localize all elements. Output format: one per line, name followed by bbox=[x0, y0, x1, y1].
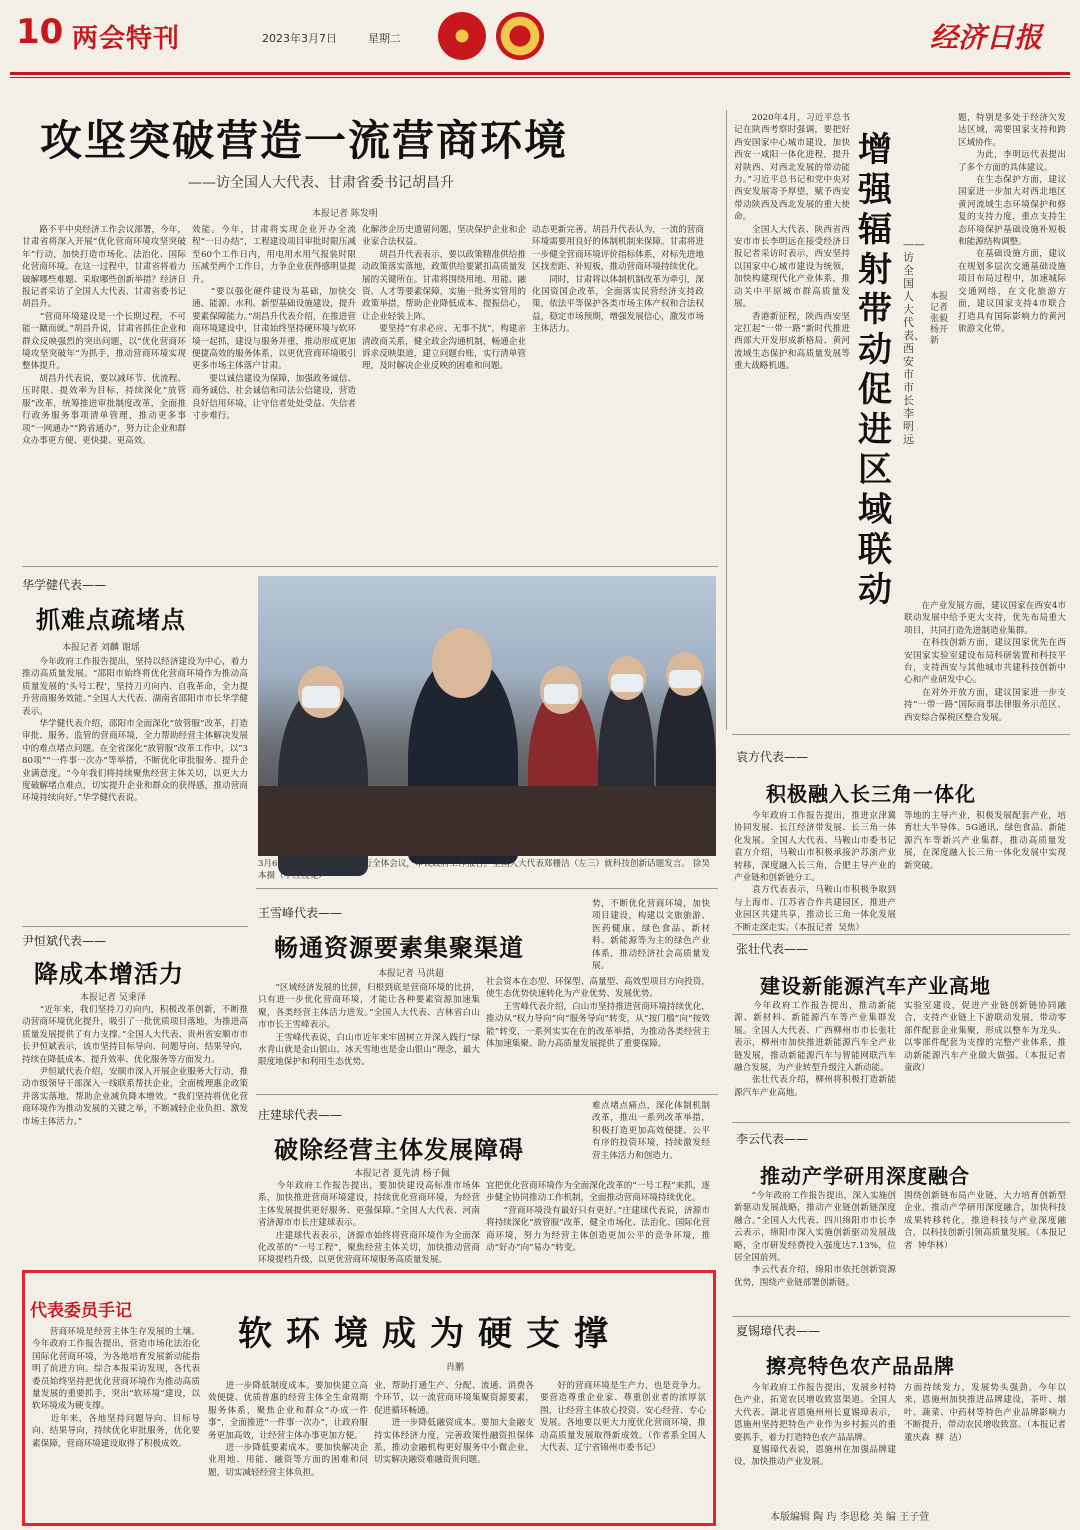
yin-body: “近年来，我们坚持刀刃向内，积极改革创新，不断推动营商环境优化提升，吸引了一批优质项目落地，为推进高质量发展提供了有力支撑。”全国人大代表、贵州省安顺市市长尹恒斌表示，该市坚持目标导向、问题导向、结果导向，持续在降低成本、提升效率、优化服务等方面发力。 尹恒斌代表介绍，安顺市深入开展企业服务大行动，推动市级领导干部深入一线联系帮扶企业，全面梳理惠企政策并落实落地，帮助企业减负降本增效。“我们坚持将优化营商环境作为推动发展的关键之举，不断减轻企业负担、激发市场主体活力。” bbox=[22, 1005, 248, 1127]
rep-name-zhuang: 庄建球代表—— bbox=[258, 1108, 343, 1122]
divider bbox=[732, 934, 1070, 935]
note-column-4: 好的营商环境是生产力，也是竞争力。要营造尊重企业家、尊重创业者的浓厚氛围，让经营主体放心投资、安心经营、专心发展。各地要以更大力度优化营商环境，推动高质量发展取得新成效。（作者系全国人大代表、辽宁省锦州市委书记） bbox=[540, 1381, 706, 1454]
photo-mask bbox=[544, 684, 578, 704]
issue-date: 2023年3月7日 bbox=[262, 32, 337, 45]
yin-byline: 本报记者 吴秉泽 bbox=[80, 993, 146, 1003]
side-column-1: 2020年4月，习近平总书记在陕西考察时强调，要把好西安国家中心城市建设，加快西安一咸阳一体化进程，提升对陕西、对西北发展的带动能力。”习近平总书记和党中央对西安发展寄予厚望，赋予西安带动陕西及西北发展的重大使命。 全国人大代表、陕西省西安市市长李明远在接受经济日报记者采访时表示，西安坚持以国家中心城市建设为统领，加快构建现代化产业体系，推动关中平原城市群高质量发展。 香港新征程，陕西西安坚定扛起“一带一路”新时代推进西部大开发形成新格局、黄河流域生态保护和高质量发展等重大战略机遇。 bbox=[734, 113, 850, 372]
side-subhead: ——访全国人大代表、西安市市长李明远 bbox=[903, 238, 925, 446]
photo-mask bbox=[669, 670, 701, 688]
yuan-headline: 积极融入长三角一体化 bbox=[766, 782, 976, 806]
divider bbox=[22, 926, 248, 927]
zhang-column-1: 今年政府工作报告提出，推动新能源、新材料、新能源汽车等产业集群发展。全国人大代表、广西柳州市市长张壮表示，柳州市加快推进新能源汽车全产业链发展，推动新能源汽车与智能网联汽车融合发展，为产业转型升级注入新动能。 张壮代表介绍，柳州将积极打造新能源汽车产业高地。 bbox=[734, 1001, 896, 1098]
li-headline: 推动产学研用深度融合 bbox=[760, 1164, 970, 1188]
side-column-2: 题，特别是多处于经济欠发达区域，需要国家支持和跨区域协作。 为此，李明远代表提出了多个方面的具体建议。 在生态保护方面，建议国家进一步加大对西北地区黄河流域生态环境保护和修复的支持力度，重点支持生态环境保护基础设施补短板和能源结构调整。 在基础设施方面，建议在规划多层次交通基础设施项目布局过程中，加速城际交通网络，在文化旅游方面，建议国家支持4市联合打造具有国际影响力的黄河旅游文化带。 bbox=[958, 113, 1066, 334]
masthead bbox=[0, 0, 1080, 80]
masthead-rule-thin bbox=[10, 77, 1070, 78]
main-byline: 本报记者 陈发明 bbox=[312, 209, 378, 219]
yin-headline: 降成本增活力 bbox=[34, 960, 184, 988]
masthead-rule bbox=[10, 72, 1070, 75]
li-column-2: 围绕创新链布局产业链，大力培育创新型企业，推动产学研用深度融合，加快科技成果转移转化，推进科技与产业深度融合，以科技创新引领高质量发展。（本报记者 钟华林） bbox=[904, 1191, 1066, 1251]
photo-face bbox=[432, 628, 492, 698]
xia-column-2: 方面持续发力，发展势头强劲。今年以来，恩施州加快推进品牌建设，茶叶、烟叶、蔬菜、中药材等特色产业品牌影响力不断提升，带动农民增收致富。（本报记者 董庆森 柳 洁） bbox=[904, 1383, 1072, 1443]
yuan-column-1: 今年政府工作报告提出，推进京津冀协同发展、长江经济带发展、长三角一体化发展。全国人大代表、马鞍山市委书记袁方介绍，马鞍山市积极承接沪苏浙产业转移，深度融入长三角，合肥主导产业的产业链和创新链分工。 袁方代表表示，马鞍山市积极争取到与上海市、江苏省合作共建园区，推进产业园区共建共享，推动长三角一体化发展不断走深走实。（本报记者 吴焦） bbox=[734, 811, 896, 933]
photo-caption: 3月6日，人大安徽代表团举行全体会议，审议政府工作报告。全国人大代表郑栅洁（左三）就科技创新话题发言。 徐昊本摄（中经视觉） bbox=[258, 859, 710, 881]
yuan-column-2: 等地的主导产业，积极发展配套产业，培育壮大半导体、5G通讯、绿色食品、新能源汽车等新兴产业集群，推动高质量发展，在深度融入长三角一体化发展中实现新突破。 bbox=[904, 811, 1066, 871]
divider bbox=[256, 888, 718, 889]
rep-name-hua: 华学健代表—— bbox=[22, 578, 107, 592]
divider bbox=[22, 566, 718, 567]
xia-headline: 擦亮特色农产品品牌 bbox=[766, 1354, 955, 1378]
side-column-3: 在产业发展方面，建议国家在西安4市联动发展中给予更大支持，优先布局重大项目，共同打造先进制造业集群。 在科技创新方面，建议国家优先在西安国家实验室建设布局科研装置和科技平台，支持西安与其他城市共建科技创新中心和产业研发中心。 在对外开放方面，建议国家进一步支持“一带一路”国际商事法律服务示范区、西安综合保税区整合发展。 bbox=[904, 601, 1066, 723]
hua-body: 今年政府工作报告提出，坚持以经济建设为中心，着力推动高质量发展。“邵阳市始终将优化营商环境作为推动高质量发展的‘头号工程’，坚持刀刃向内、自我革命，全力提升营商服务效能。”全国人大代表、湖南省邵阳市市长华学健表示。 华学健代表介绍，邵阳市全面深化“放管服”改革，打造审批、服务、监管的营商环境，全力帮助经营主体解决发展中的难点堵点问题。在全省深化“放管服”改革工作中，以“380项”“一件事一次办”等举措，不断优化审批服务、提升企业满意度。“今年我们将持续聚焦经营主体关切，以更大力度破解堵点难点，切实提升企业和群众的获得感，推动营商环境持续向好。”华学健代表说。 bbox=[22, 657, 248, 804]
page-number: 10 bbox=[16, 12, 64, 52]
divider bbox=[732, 1122, 1070, 1123]
xia-column-1: 今年政府工作报告提出，发展乡村特色产业，拓宽农民增收致富渠道。全国人大代表、湖北省恩施州州长夏锡璋表示，恩施州坚持把特色产业作为乡村振兴的重要抓手，着力打造特色农产品品牌。 夏锡璋代表说，恩施州在加强品牌建设，加快推动产业发展。 bbox=[734, 1383, 896, 1468]
zhang-headline: 建设新能源汽车产业高地 bbox=[760, 974, 991, 998]
note-byline: 肖鹏 bbox=[446, 1363, 465, 1373]
zhuang-byline: 本报记者 夏先清 杨子佩 bbox=[354, 1169, 450, 1179]
wang-headline: 畅通资源要素集聚渠道 bbox=[274, 934, 524, 962]
zhang-column-2: 实验室建设，促进产业链创新链协同融合，支持产业链上下游联动发展，带动零部件配套企业集聚，形成以整车为龙头、以零部件配套为支撑的完整产业体系，推动新能源汽车产业做大做强。（本报记者 童政） bbox=[904, 1001, 1072, 1074]
hua-headline: 抓难点疏堵点 bbox=[36, 606, 186, 634]
main-subhead: ——访全国人大代表、甘肃省委书记胡昌升 bbox=[188, 175, 454, 191]
note-column-2: 进一步降低制度成本。要加快建立高效便捷、优质普惠的经营主体全生命周期服务体系，聚焦企业和群众“办成一件事”，全面推进“一件事一次办”，让政府服务更加高效，让经营主体办事更加方便。 进一步降低要素成本。要加快解决企业用地、用能、融资等方面的困难和问题，切实减轻经营主体负担。 bbox=[208, 1381, 368, 1478]
rep-name-wang: 王雪峰代表—— bbox=[258, 906, 343, 920]
side-headline: 增强辐射带动 促进区域联动 bbox=[858, 130, 892, 610]
news-photo bbox=[258, 576, 716, 856]
note-column-1: 营商环境是经营主体生存发展的土壤。今年政府工作报告提出，营造市场化法治化国际化营商环境，为各地培育发展新动能指明了前进方向。综合本报采访发现，各代表委员始终坚持把优化营商环境作为推动高质量发展的重要抓手，突出“软环境”建设，以软环境成为硬支撑。 近年来，各地坚持问题导向、目标导向、结果导向，持续优化审批服务，优化要素保障，营商环境建设取得了积极成效。 bbox=[32, 1327, 200, 1449]
newspaper-logo: 经济日报 bbox=[930, 21, 1043, 54]
main-column-2: 效能。今年，甘肃将实现企业开办全流程“一日办结”，工程建设项目审批时限压减至60个工作日内，用电用水用气报装时限压减至两个工作日，力争企业获得感明显提升。 “要以强化硬件建设为基础，加快交通、能源、水利、新型基础设施建设，提升要素保障能力。”胡昌升代表介绍，在推进营商环境建设中，甘肃始终坚持硬环境与软环境一起抓，建设与服务并重，推动形成更加便捷高效的服务体系，以更优营商环境吸引更多市场主体落户甘肃。 要以诚信建设为保障，加强政务诚信、商务诚信、社会诚信和司法公信建设，营造良好信用环境，让守信者处处受益、失信者寸步难行。 bbox=[192, 225, 356, 422]
rep-name-xia: 夏锡璋代表—— bbox=[736, 1324, 821, 1338]
zhuang-column-2: 宜把优化营商环境作为全面深化改革的“一号工程”来抓，逐步健全协同推动工作机制，全面推动营商环境持续优化。 “营商环境没有最好只有更好。”庄建球代表说，济源市将持续深化“放管服”改革，健全市场化、法治化、国际化营商环境，努力为经营主体创造更加公平的竞争环境，推动“好办”向“易办”转变。 bbox=[486, 1181, 710, 1254]
cppcc-emblem-icon bbox=[496, 12, 544, 60]
main-column-1: 路不平中央经济工作会议部署，今年，甘肃省将深入开展“优化营商环境攻坚突破年”行动，加快打造市场化、法治化、国际化营商环境。在这一过程中，甘肃省将着力破解哪些难题、采取哪些创新举措？经济日报记者采访了全国人大代表、甘肃省委书记胡昌升。 “营商环境建设是一个长期过程，不可能一蹴而就。”胡昌升说，甘肃省抓住企业和群众反映强烈的突出问题，以“优化营商环境攻坚突破年”为抓手，推动营商环境实现整体提升。 胡昌升代表说，要以减环节、优流程、压时限、提效率为目标，持续深化“放管服”改革，统筹推进审批制度改革，全面推行政务服务事项清单管理，推动更多事项“一网通办”“跨省通办”，努力让企业和群众办事更方便、更快捷、更高效。 bbox=[22, 225, 186, 446]
zhuang-headline: 破除经营主体发展障碍 bbox=[274, 1136, 524, 1164]
rep-name-yuan: 袁方代表—— bbox=[736, 750, 809, 764]
li-column-1: “今年政府工作报告提出，深入实施创新驱动发展战略，推动产业链创新链深度融合。”全国人大代表、四川绵阳市市长李云表示，绵阳市深入实施创新驱动发展战略，全市研发经费投入强度达7.13%，位居全国前列。 李云代表介绍，绵阳市依托创新资源优势，围绕产业链部署创新链。 bbox=[734, 1191, 896, 1288]
column-divider bbox=[726, 110, 727, 730]
divider bbox=[732, 1316, 1070, 1317]
side-byline: 本报记者 张毅 杨开新 bbox=[930, 292, 949, 346]
divider bbox=[256, 1094, 718, 1095]
photo-table bbox=[258, 786, 716, 856]
main-headline: 攻坚突破营造一流营商环境 bbox=[40, 116, 569, 165]
note-column-3: 业，帮助打通生产、分配、流通、消费各个环节，以一流营商环境集聚资源要素，促进循环畅通。 进一步降低融资成本。要加大金融支持实体经济力度，完善政策性融资担保体系，推动金融机构更好服务中小微企业，切实解决融资难融资贵问题。 bbox=[374, 1381, 534, 1466]
section-title: 两会特刊 bbox=[72, 24, 181, 54]
wang-byline: 本报记者 马洪超 bbox=[378, 969, 444, 979]
zhuang-column-3: 难点堵点痛点，深化体制机制改革，推出一系列改革举措，积极打造更加高效便捷、公平有序的投资环境，持续激发经营主体活力和创造力。 bbox=[592, 1101, 710, 1161]
wang-column-2: 社会资本在态型、环保型、高量型、高效型项目方向投资，使生态优势快速转化为产业优势、发展优势。 王雪峰代表介绍，白山市坚持推进营商环境持续优化，推动从“权力导向”向“服务导向”转变，从“按门槛”向“按效能”转变，一系列实实在在的改革举措，为推动各类经营主体加速集聚、助力高质量发展提供了重要保障。 bbox=[486, 977, 710, 1050]
rep-name-li: 李云代表—— bbox=[736, 1132, 809, 1146]
photo-mask bbox=[302, 686, 340, 708]
rep-name-yin: 尹恒斌代表—— bbox=[22, 934, 107, 948]
note-tag: 代表委员手记 bbox=[30, 1301, 132, 1321]
wang-column-1: “区域经济发展的比拼，归根到底是营商环境的比拼，只有进一步优化营商环境，才能让各种要素资源加速集聚，各类经营主体活力进发。”全国人大代表、吉林省白山市市长王雪峰表示。 王雪峰代表说，白山市近年来牢固树立并深入践行“绿水青山就是金山银山、冰天雪地也是金山银山”理念，最大限度地保护和利用生态优势。 bbox=[258, 983, 480, 1068]
rep-name-zhang: 张壮代表—— bbox=[736, 942, 809, 956]
divider bbox=[732, 734, 1070, 735]
main-column-3: 化解涉企历史遗留问题，坚决保护企业和企业家合法权益。 胡昌升代表表示，要以政策精准供给推动政策落实落地，政策供给要紧扣高质量发展的关键所在。甘肃将围绕用地、用能、融资、人才等要素保障，实施一批务实管用的政策举措，帮助企业降低成本、提振信心，让企业轻装上阵。 要坚持“有求必应、无事不扰”，构建亲清政商关系，健全政企沟通机制，畅通企业诉求反映渠道，建立问题台账，实行清单管理，及时解决企业反映的困难和问题。 bbox=[362, 225, 526, 372]
hua-byline: 本报记者 刘麟 谢瑶 bbox=[62, 643, 140, 653]
issue-weekday: 星期二 bbox=[368, 32, 401, 45]
national-emblem-icon bbox=[438, 12, 486, 60]
note-headline: 软环境成为硬支撑 bbox=[238, 1314, 622, 1354]
editor-credits: 本版编辑 陶 玙 李思稔 美 编 王子萱 bbox=[770, 1512, 930, 1523]
photo-mask bbox=[611, 674, 643, 692]
zhuang-column-1: 今年政府工作报告提出，要加快建设高标准市场体系，加快推进营商环境建设，持续优化营商环境，为经营主体发展提供更好服务、更强保障。”全国人大代表、河南省济源市市长庄建球表示。 庄建球代表表示，济源市始终将营商环境作为全面深化改革的“一号工程”，聚焦经营主体关切，加快推动营商环境提档升级，以更优营商环境服务高质量发展。 bbox=[258, 1181, 480, 1266]
wang-column-3: 势，不断优化营商环境，加快项目建设，构建以文旅旅游、医药健康、绿色食品、新材料、新能源等为主的绿色产业体系，推动经济社会高质量发展。 bbox=[592, 899, 710, 972]
main-column-4: 动态更新完善。胡昌升代表认为，一流的营商环境需要用良好的体制机制来保障。甘肃将进一步健全营商环境评价指标体系，对标先进地区找差距、补短板，推动营商环境持续优化。 同时，甘肃将以体制机制改革为牵引，深化国资国企改革，全面落实民营经济支持政策，依法平等保护各类市场主体产权和合法权益，稳定市场预期，增强发展信心，激发市场主体活力。 bbox=[532, 225, 704, 335]
